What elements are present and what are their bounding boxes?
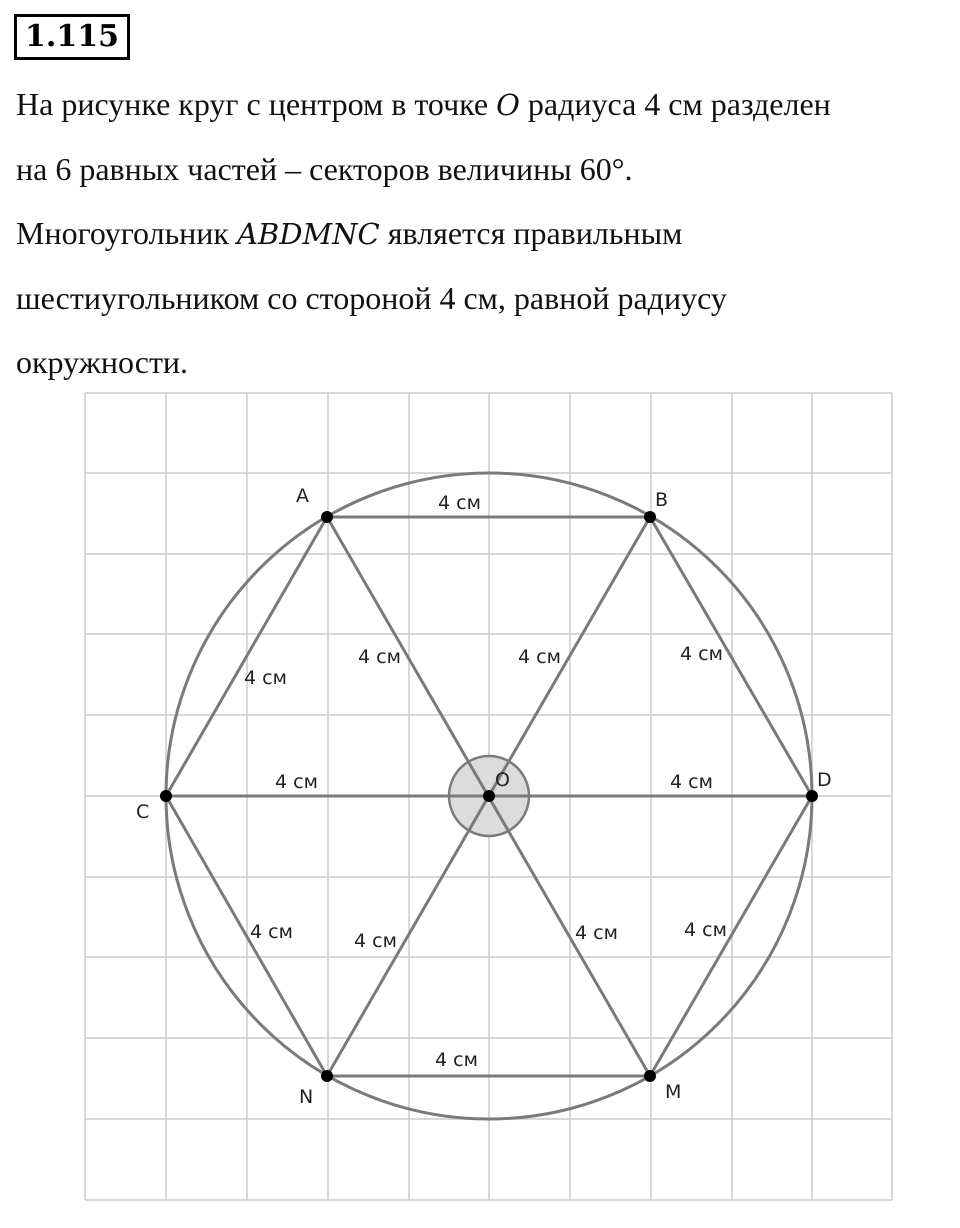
length-label-od: 4 см <box>670 771 713 793</box>
length-label-nc: 4 см <box>250 921 293 943</box>
point-b <box>644 511 656 523</box>
label-n: N <box>299 1086 314 1108</box>
label-a: A <box>296 485 309 507</box>
center-name: O <box>496 88 520 122</box>
length-label-mn: 4 см <box>435 1049 478 1071</box>
length-label-ca: 4 см <box>244 667 287 689</box>
side-dm <box>650 796 812 1076</box>
problem-number: 1.115 <box>14 14 130 60</box>
label-d: D <box>817 769 832 791</box>
label-c: C <box>136 801 150 823</box>
length-label-oa: 4 см <box>358 646 401 668</box>
label-o: O <box>495 769 510 791</box>
length-label-on: 4 см <box>354 930 397 952</box>
label-b: B <box>655 489 669 511</box>
length-label-dm: 4 см <box>684 919 727 941</box>
length-label-ab: 4 см <box>438 492 481 514</box>
length-label-om: 4 см <box>575 922 618 944</box>
label-m: M <box>665 1081 682 1103</box>
text-line-2: на 6 равных частей – секторов величины 60°. <box>16 151 633 187</box>
text-line-5: окружности. <box>16 344 189 380</box>
point-m <box>644 1070 656 1082</box>
length-label-ob: 4 см <box>518 646 561 668</box>
point-c <box>160 790 172 802</box>
point-o <box>483 790 495 802</box>
point-a <box>321 511 333 523</box>
length-label-co: 4 см <box>275 771 318 793</box>
side-bd <box>650 517 812 796</box>
text-line-3: Многоугольник ABDMNC является правильным <box>16 215 683 251</box>
point-n <box>321 1070 333 1082</box>
point-d <box>806 790 818 802</box>
text-line-1: На рисунке круг с центром в точке O радиуса 4 см разделен <box>16 86 831 122</box>
polygon-name: ABDMNC <box>236 217 380 251</box>
length-label-bd: 4 см <box>680 643 723 665</box>
text-line-4: шестиугольником со стороной 4 см, равной радиусу <box>16 280 727 316</box>
